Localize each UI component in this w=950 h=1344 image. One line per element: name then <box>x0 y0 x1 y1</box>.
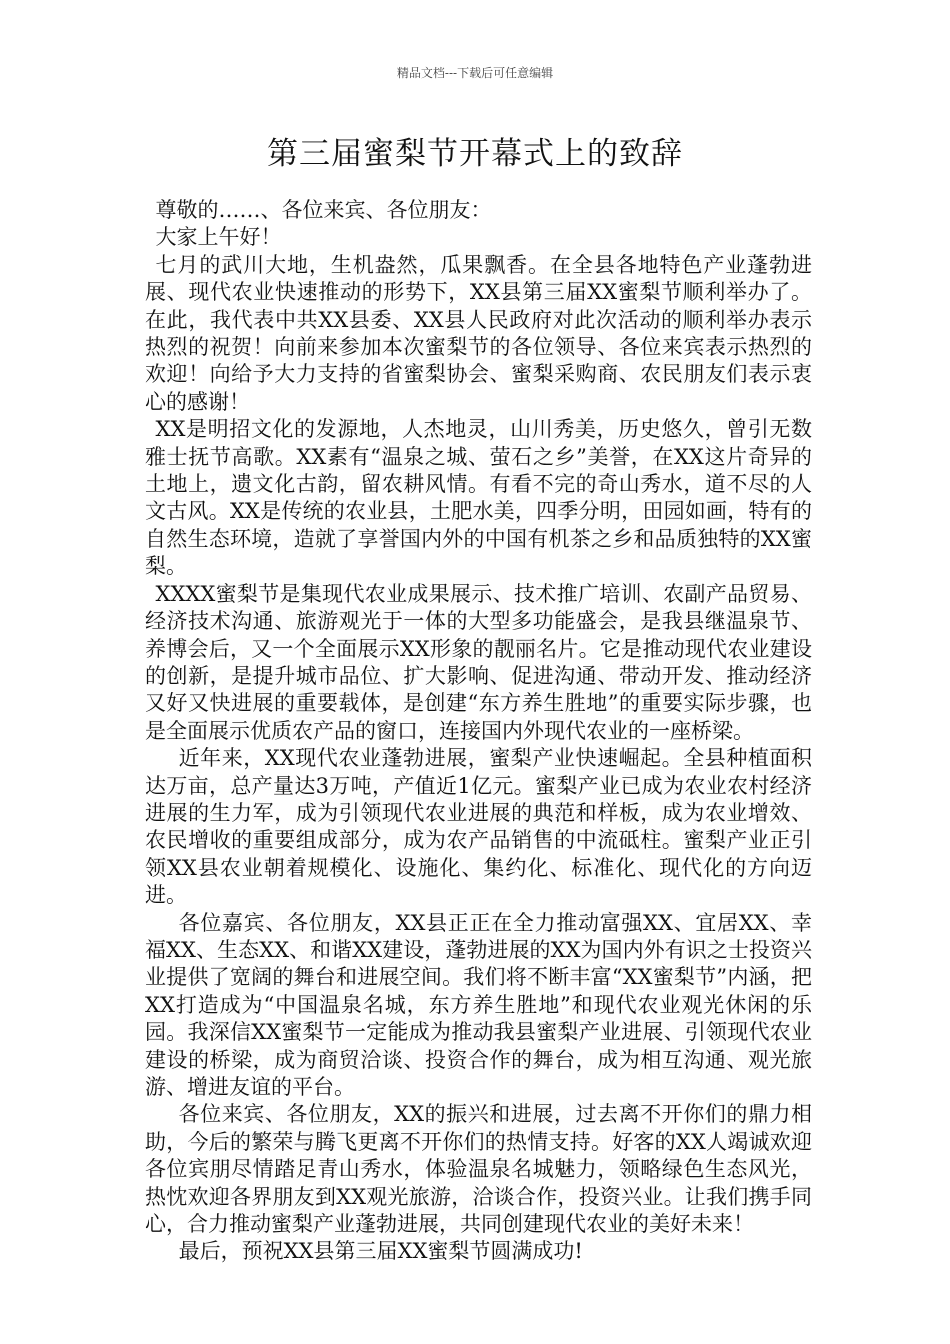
document-body <box>145 197 812 1266</box>
salutation: 尊敬的……、各位来宾、各位朋友： <box>155 198 492 222</box>
header-note: 精品文档---下载后可任意编辑 <box>396 66 554 80</box>
closing-paragraph: 最后，预祝XX县第三届XX蜜梨节圆满成功! <box>178 1239 583 1264</box>
body-paragraph: XXXX蜜梨节是集现代农业成果展示、技术推广培训、农副产品贸易、经济技术沟通、旅游观光于一体的大型多功能盛会，是我县继温泉节、养博会后，又一个全面展示XX形象的靓丽名片。它是推动现代农业建设的创新，是提升城市品位、扩大影响、促进沟通、带动开发、推动经济又好又快进展的重要载体，是创建“东方养生胜地”的重要实际步骤，也是全面展示优质农产品的窗口，连接国内外现代农业的一座桥梁。 <box>145 581 812 743</box>
body-paragraph: 各位来宾、各位朋友，XX的振兴和进展，过去离不开你们的鼎力相助，今后的繁荣与腾飞更离不开你们的热情支持。好客的XX人竭诚欢迎各位宾朋尽情踏足青山秀水，体验温泉名城魅力，领略绿色生态风光，热忱欢迎各界朋友到XX观光旅游，洽谈合作，投资兴业。让我们携手同心，合力推动蜜梨产业蓬勃进展，共同创建现代农业的美好未来！ <box>145 1102 812 1237</box>
greeting: 大家上午好！ <box>155 225 282 250</box>
body-paragraph: XX是明招文化的发源地，人杰地灵，山川秀美，历史悠久，曾引无数雅士抚节高歌。XX素有“温泉之城、萤石之乡”美誉，在XX这片奇异的土地上，遗文化古韵，留农耕风情。有看不完的奇山秀水，道不尽的人文古风。XX是传统的农业县，土肥水美，四季分明，田园如画，特有的自然生态环境，造就了享誉国内外的中国有机茶之乡和品质独特的XX蜜梨。 <box>145 417 812 579</box>
body-paragraph: 七月的武川大地，生机盎然，瓜果飘香。在全县各地特色产业蓬勃进展、现代农业快速推动的形势下，XX县第三届XX蜜梨节顺利举办了。在此，我代表中共XX县委、XX县人民政府对此次活动的顺利举办表示热烈的祝贺！向前来参加本次蜜梨节的各位领导、各位来宾表示热烈的欢迎！向给予大力支持的省蜜梨协会、蜜梨采购商、农民朋友们表示衷心的感谢！ <box>145 252 812 414</box>
body-paragraph: 各位嘉宾、各位朋友，XX县正正在全力推动富强XX、宜居XX、幸福XX、生态XX、和谐XX建设，蓬勃进展的XX为国内外有识之士投资兴业提供了宽阔的舞台和进展空间。我们将不断丰富“XX蜜梨节”内涵，把XX打造成为“中国温泉名城，东方养生胜地”和现代农业观光休闲的乐园。我深信XX蜜梨节一定能成为推动我县蜜梨产业进展、引领现代农业建设的桥梁，成为商贸洽谈、投资合作的舞台，成为相互沟通、观光旅游、增进友谊的平台。 <box>145 910 812 1099</box>
document-title: 第三届蜜梨节开幕式上的致辞 <box>267 136 683 172</box>
body-paragraph: 近年来，XX现代农业蓬勃进展，蜜梨产业快速崛起。全县种植面积达万亩，总产量达3万吨，产值近1亿元。蜜梨产业已成为农业农村经济进展的生力军，成为引领现代农业进展的典范和样板，成为农业增效、农民增收的重要组成部分，成为农产品销售的中流砥柱。蜜梨产业正引领XX县农业朝着规模化、设施化、集约化、标准化、现代化的方向迈进。 <box>145 746 812 908</box>
